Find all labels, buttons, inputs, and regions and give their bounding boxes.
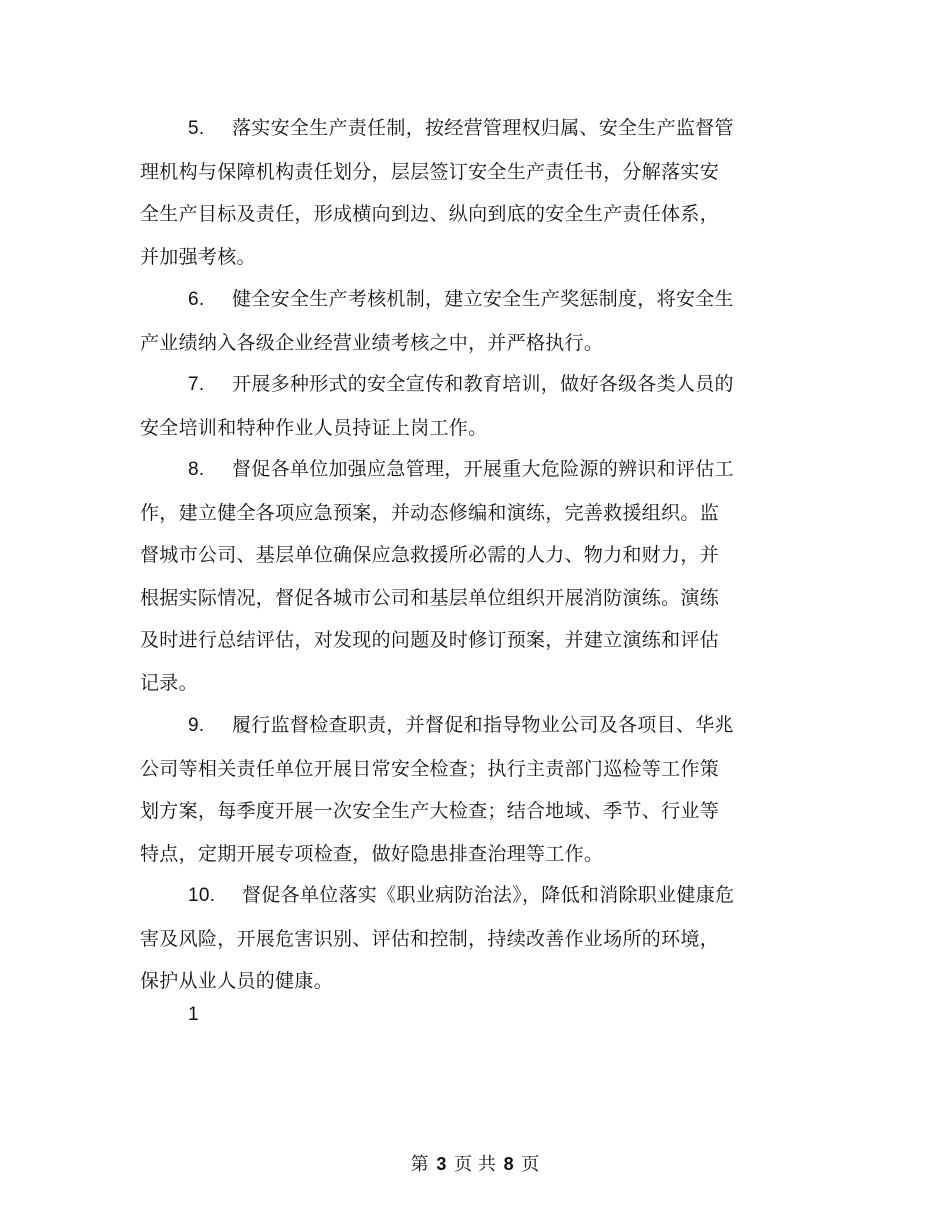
footer-prefix: 第 bbox=[410, 1154, 429, 1175]
paragraph-line: 公司等相关责任单位开展日常安全检查；执行主责部门巡检等工作策 bbox=[140, 757, 720, 780]
paragraph-number: 7. bbox=[188, 374, 205, 395]
paragraph-8 bbox=[140, 448, 780, 704]
paragraph-line: 划方案，每季度开展一次安全生产大检查；结合地域、季节、行业等 bbox=[140, 800, 720, 822]
footer-suffix: 页 bbox=[521, 1154, 540, 1175]
paragraph-line: 7. 开展多种形式的安全宣传和教育培训，做好各级各类人员的 bbox=[140, 363, 780, 407]
paragraph-line: 10. 督促各单位落实《职业病防治法》，降低和消除职业健康危 bbox=[140, 874, 780, 918]
paragraph-number: 10. bbox=[188, 885, 216, 906]
paragraph-10 bbox=[140, 874, 780, 1003]
paragraph-line: 并加强考核。 bbox=[140, 245, 256, 268]
paragraph-line: 保护从业人员的健康。 bbox=[140, 970, 334, 992]
paragraph-line: 安全培训和特种作业人员持证上岗工作。 bbox=[140, 416, 488, 439]
paragraph-line: 记录。 bbox=[140, 671, 198, 694]
paragraph-number: 8. bbox=[188, 459, 205, 480]
paragraph-line: 害及风险，开展危害识别、评估和控制，持续改善作业场所的环境， bbox=[140, 927, 720, 950]
paragraph-line: 产业绩纳入各级企业经营业绩考核之中，并严格执行。 bbox=[140, 331, 604, 354]
paragraph-9 bbox=[140, 704, 780, 875]
paragraph-line: 9. 履行监督检查职责，并督促和指导物业公司及各项目、华兆 bbox=[140, 704, 780, 748]
page-footer bbox=[0, 1150, 950, 1179]
footer-middle: 页 共 bbox=[454, 1154, 496, 1175]
inline-page-marker: 1 bbox=[188, 1004, 199, 1025]
paragraph-line: 督城市公司、基层单位确保应急救援所必需的人力、物力和财力，并 bbox=[140, 544, 720, 566]
paragraph-number: 6. bbox=[188, 289, 205, 310]
paragraph-line: 作，建立健全各项应急预案，并动态修编和演练，完善救援组织。监 bbox=[140, 501, 720, 524]
paragraph-line: 理机构与保障机构责任划分，层层签订安全生产责任书，分解落实安 bbox=[140, 160, 720, 183]
paragraph-number: 5. bbox=[188, 118, 205, 139]
paragraph-6 bbox=[140, 278, 780, 364]
paragraph-line: 特点，定期开展专项检查，做好隐患排查治理等工作。 bbox=[140, 842, 604, 865]
paragraph-line: 根据实际情况，督促各城市公司和基层单位组织开展消防演练。演练 bbox=[140, 586, 720, 609]
paragraph-7 bbox=[140, 363, 780, 449]
current-page-number: 3 bbox=[436, 1154, 447, 1174]
paragraph-line: 8. 督促各单位加强应急管理，开展重大危险源的辨识和评估工 bbox=[140, 448, 780, 492]
paragraph-line: 5. 落实安全生产责任制，按经营管理权归属、安全生产监督管 bbox=[140, 107, 780, 151]
total-pages-number: 8 bbox=[503, 1154, 514, 1174]
paragraph-line: 全生产目标及责任，形成横向到边、纵向到底的安全生产责任体系， bbox=[140, 203, 720, 225]
paragraph-line: 6. 健全安全生产考核机制，建立安全生产奖惩制度，将安全生 bbox=[140, 278, 780, 322]
paragraph-line: 及时进行总结评估，对发现的问题及时修订预案，并建立演练和评估 bbox=[140, 629, 720, 651]
paragraph-number: 9. bbox=[188, 715, 205, 736]
paragraph-5 bbox=[140, 107, 780, 278]
